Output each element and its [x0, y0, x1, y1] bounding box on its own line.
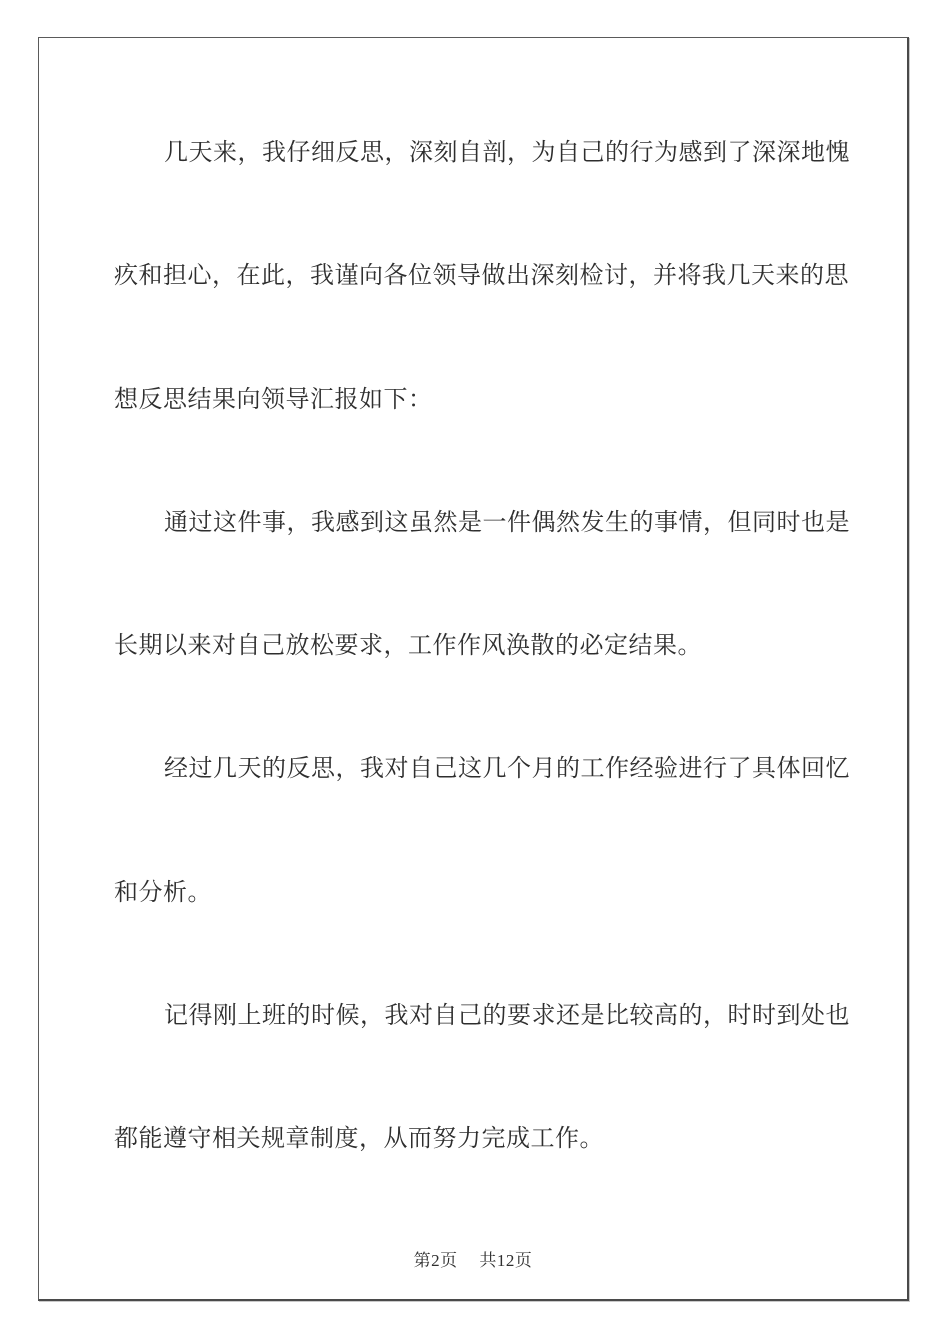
text-line [114, 388, 874, 511]
text-line [114, 634, 874, 757]
document-body [114, 141, 874, 1251]
text-line [114, 1127, 874, 1250]
text-line-content: 都能遵守相关规章制度，从而努力完成工作。 [114, 1126, 604, 1153]
text-line-content: 几天来，我仔细反思，深刻自剖，为自己的行为感到了深深地愧 [164, 140, 850, 166]
text-line-content: 想反思结果向领导汇报如下： [114, 386, 433, 413]
text-line [114, 881, 874, 1004]
text-line [114, 264, 874, 387]
text-line [114, 1004, 874, 1127]
text-line [114, 511, 874, 634]
text-line-content: 记得刚上班的时候，我对自己的要求还是比较高的，时时到处也 [164, 1003, 850, 1030]
text-line-content: 和分析。 [114, 879, 212, 906]
text-line-content: 通过这件事，我感到这虽然是一件偶然发生的事情，但同时也是 [164, 509, 850, 536]
text-line [114, 757, 874, 880]
text-line [114, 141, 874, 264]
text-line-content: 经过几天的反思，我对自己这几个月的工作经验进行了具体回忆 [164, 756, 850, 783]
text-line-content: 疚和担心，在此，我谨向各位领导做出深刻检讨，并将我几天来的思 [114, 263, 849, 290]
footer-page-number: 第2页 [413, 1251, 458, 1270]
footer-total-pages: 共12页 [479, 1251, 533, 1270]
page-footer [39, 1246, 907, 1271]
text-line-content: 长期以来对自己放松要求，工作作风涣散的必定结果。 [114, 633, 702, 660]
page-frame [38, 37, 909, 1301]
